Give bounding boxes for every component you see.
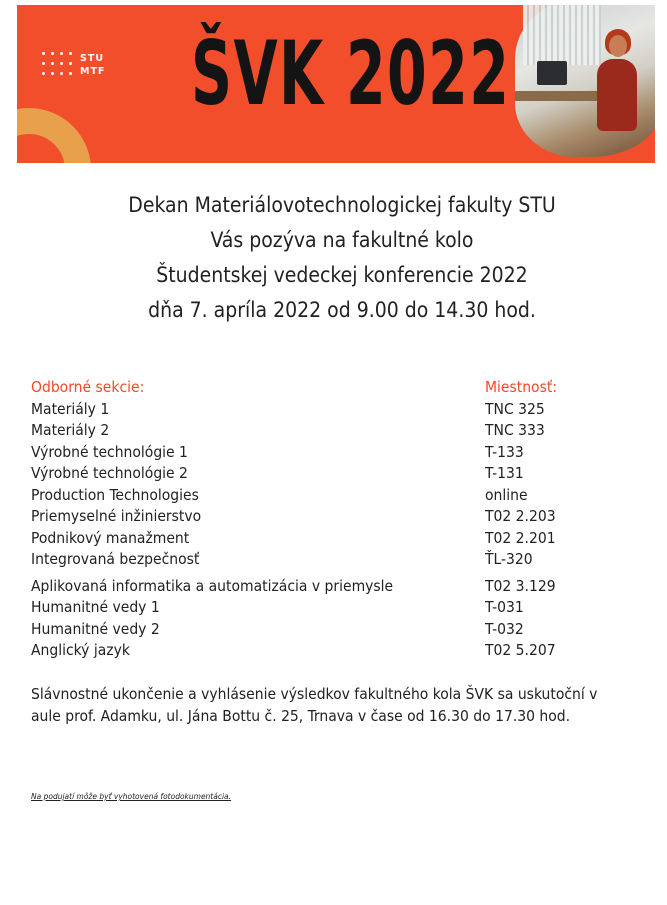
section-room: T02 2.201: [485, 528, 556, 547]
section-name: Anglický jazyk: [31, 641, 130, 659]
table-row: [31, 576, 651, 598]
banner-photo: [515, 5, 655, 157]
logo-line-1: STU: [80, 53, 105, 64]
logo-text: [80, 52, 105, 78]
table-row: [31, 463, 651, 485]
section-room: TNC 325: [485, 399, 545, 418]
banner-title: ŠVK 2022: [191, 22, 511, 125]
intro-line-3: Študentskej vedeckej konferencie 2022: [156, 263, 528, 287]
header-room: Miestnosť:: [485, 378, 558, 396]
logo-dots-icon: [42, 52, 74, 78]
section-room: online: [485, 485, 528, 504]
section-name: Materiály 1: [31, 399, 110, 418]
section-room: T-133: [485, 442, 524, 461]
table-row: [31, 506, 651, 528]
table-row: [31, 528, 651, 550]
section-room: T02 2.203: [485, 507, 556, 525]
section-room: ŤL-320: [485, 550, 533, 568]
intro-line-4: dňa 7. apríla 2022 od 9.00 do 14.30 hod.: [148, 298, 536, 322]
table-row: [31, 399, 651, 421]
header-section: Odborné sekcie:: [31, 378, 145, 396]
photo-notice: Na podujatí môže byť vyhotovená fotodokumentácia.: [31, 792, 232, 801]
decorative-arc: [17, 108, 91, 163]
section-name: Výrobné technológie 2: [31, 464, 188, 482]
section-name: Materiály 2: [31, 421, 110, 439]
section-name: Podnikový manažment: [31, 528, 190, 547]
photo-lab-scene: [515, 5, 655, 157]
photo-person-head: [609, 35, 627, 57]
section-room: T-131: [485, 464, 524, 482]
table-row: [31, 597, 651, 619]
table-row: [31, 640, 651, 662]
photo-person-body: [597, 59, 637, 131]
invitation-text: [30, 188, 654, 328]
photo-monitor: [537, 61, 567, 85]
section-name: Production Technologies: [31, 485, 199, 504]
intro-line-2: Vás pozýva na fakultné kolo: [210, 228, 474, 252]
intro-line-1: Dekan Materiálovotechnologickej fakulty STU: [128, 193, 556, 217]
table-row: [31, 549, 651, 571]
logo-line-2: MTF: [80, 66, 106, 77]
sections-table: [31, 377, 651, 662]
section-room: T02 5.207: [485, 641, 556, 659]
table-row: [31, 485, 651, 507]
header-banner: [17, 5, 655, 163]
section-name: Integrovaná bezpečnosť: [31, 550, 200, 568]
section-name: Výrobné technológie 1: [31, 442, 188, 461]
table-row: [31, 619, 651, 641]
section-name: Humanitné vedy 2: [31, 619, 160, 638]
section-room: T-032: [485, 619, 524, 638]
photo-window: [523, 5, 601, 65]
table-header: [31, 377, 651, 399]
section-room: T-031: [485, 598, 524, 616]
section-name: Humanitné vedy 1: [31, 598, 160, 616]
section-name: Aplikovaná informatika a automatizácia v priemysle: [31, 576, 394, 595]
section-room: TNC 333: [485, 421, 545, 439]
section-room: T02 3.129: [485, 576, 556, 595]
closing-paragraph: Slávnostné ukončenie a vyhlásenie výsledkov fakultného kola ŠVK sa uskutoční v aule prof. Adamku, ul. Jána Bottu č. 25, Trnava v čase od 16.30 do 17.30 hod.: [31, 685, 598, 725]
table-row: [31, 420, 651, 442]
table-row: [31, 442, 651, 464]
section-name: Priemyselné inžinierstvo: [31, 507, 202, 525]
